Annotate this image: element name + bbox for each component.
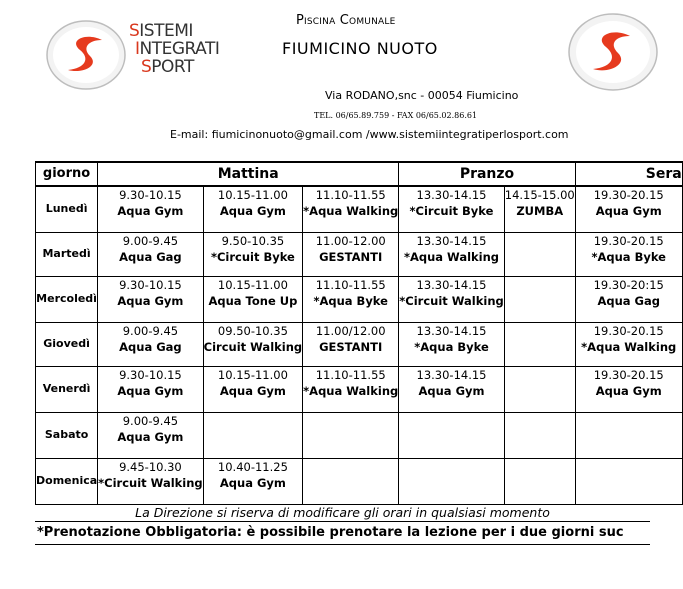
slot-time: 19.30-20.15	[593, 188, 664, 202]
slot-time: 14.15-15.00	[504, 188, 575, 202]
brand-wordmark	[129, 22, 219, 76]
table-row	[36, 232, 683, 276]
day-cell: Mercoledì	[36, 276, 98, 322]
slot-cell	[575, 366, 682, 412]
address: Via RODANO,snc - 00054 Fiumicino	[325, 89, 519, 102]
slot-cell	[399, 366, 505, 412]
slot-activity: Aqua Gym	[117, 429, 184, 444]
email-website: E-mail: fiumicinonuoto@gmail.com /www.sistemiintegratiperlosport.com	[170, 128, 569, 141]
schedule-table-wrap	[35, 161, 682, 546]
slot-activity: Aqua Gym	[418, 383, 485, 398]
header-giorno: giorno	[36, 162, 98, 186]
slot-cell	[303, 458, 399, 504]
phone-fax: TEL. 06/65.89.759 - FAX 06/65.02.86.61	[314, 111, 478, 120]
header-mattina: Mattina	[98, 162, 399, 186]
slot-activity: Aqua Gym	[117, 293, 184, 308]
slot-activity: *Aqua Byke	[414, 339, 489, 354]
logo-swoosh-icon	[46, 20, 126, 90]
slot-time: 10.15-11.00	[217, 367, 288, 382]
footer-note: La Direzione si riserva di modificare gli orari in qualsiasi momento	[35, 504, 650, 522]
sistemi-integrati-logo-right	[568, 12, 658, 96]
slot-cell	[203, 366, 303, 412]
table-row	[36, 276, 683, 322]
header-pranzo: Pranzo	[399, 162, 576, 186]
schedule-table	[35, 161, 683, 505]
slot-activity: Aqua Gym	[117, 204, 184, 218]
table-row	[36, 458, 683, 504]
slot-cell	[504, 276, 575, 322]
slot-cell	[399, 276, 505, 322]
slot-cell	[575, 412, 682, 458]
slot-cell	[303, 322, 399, 366]
day-cell: Martedì	[36, 232, 98, 276]
header-sera: Sera	[575, 162, 682, 186]
slot-time: 13.30-14.15	[416, 233, 487, 248]
slot-activity: Aqua Gym	[219, 383, 286, 398]
slot-activity: ZUMBA	[516, 204, 564, 218]
slot-cell	[575, 186, 682, 232]
slot-cell	[98, 186, 204, 232]
slot-activity: *Circuit Walking	[399, 293, 504, 308]
slot-cell	[98, 276, 204, 322]
slot-activity: Aqua Gym	[595, 383, 662, 398]
slot-time: 10.15-11.00	[217, 277, 288, 292]
slot-cell	[575, 276, 682, 322]
slot-time: 9.45-10.30	[119, 459, 182, 474]
slot-cell	[504, 366, 575, 412]
table-row	[36, 186, 683, 232]
slot-cell	[399, 186, 505, 232]
logo-swoosh-icon-right	[568, 12, 658, 92]
slot-time: 11.00-12.00	[315, 233, 386, 248]
slot-time: 9.50-10.35	[221, 233, 285, 248]
slot-activity: *Circuit Byke	[409, 204, 494, 218]
slot-cell	[399, 232, 505, 276]
slot-time: 11.10-11.55	[315, 277, 386, 292]
day-cell: Lunedì	[36, 186, 98, 232]
slot-cell	[203, 276, 303, 322]
day-cell: Domenica	[36, 458, 98, 504]
slot-time: 13.30-14.15	[416, 188, 487, 202]
slot-time: 13.30-14.15	[416, 367, 487, 382]
slot-activity: Aqua Gag	[119, 339, 182, 354]
slot-activity: Circuit Walking	[203, 339, 303, 354]
slot-activity: *Aqua Walking	[581, 339, 677, 354]
slot-cell	[399, 458, 505, 504]
slot-activity: GESTANTI	[319, 249, 383, 264]
slot-cell	[98, 458, 204, 504]
slot-cell	[504, 186, 575, 232]
slot-activity: *Circuit Walking	[98, 475, 203, 490]
slot-activity: Aqua Gym	[219, 475, 286, 490]
slot-cell	[504, 232, 575, 276]
slot-cell	[98, 412, 204, 458]
slot-cell	[303, 366, 399, 412]
header-kicker: Piscina Comunale	[296, 13, 396, 28]
day-cell: Sabato	[36, 412, 98, 458]
slot-activity: *Circuit Byke	[210, 249, 295, 264]
slot-time: 10.15-11.00	[217, 188, 288, 202]
table-row	[36, 366, 683, 412]
slot-cell	[203, 458, 303, 504]
slot-activity: Aqua Tone Up	[208, 293, 298, 308]
slot-cell	[504, 322, 575, 366]
slot-cell	[303, 232, 399, 276]
slot-time: 9.30-10.15	[119, 277, 182, 292]
slot-cell	[203, 232, 303, 276]
slot-time: 13.30-14.15	[416, 323, 487, 338]
slot-cell	[504, 458, 575, 504]
slot-cell	[575, 322, 682, 366]
slot-activity: *Aqua Byke	[313, 293, 388, 308]
brand-line-3: SPORT	[141, 57, 194, 77]
booking-notice: *Prenotazione Obbligatoria: è possibile prenotare la lezione per i due giorni suc	[35, 521, 650, 545]
table-row	[36, 412, 683, 458]
slot-time: 11.10-11.55	[315, 367, 386, 382]
slot-cell	[504, 412, 575, 458]
day-cell: Venerdì	[36, 366, 98, 412]
slot-cell	[303, 186, 399, 232]
slot-cell	[303, 412, 399, 458]
slot-time: 9.00-9.45	[122, 413, 179, 428]
slot-cell	[399, 322, 505, 366]
slot-time: 19.30-20.15	[593, 323, 664, 338]
brand-line-2: INTEGRATI	[135, 39, 220, 59]
slot-cell	[98, 322, 204, 366]
slot-cell	[303, 276, 399, 322]
slot-time: 19.30-20.15	[593, 367, 664, 382]
slot-activity: *Aqua Byke	[591, 249, 666, 264]
slot-activity: Aqua Gag	[597, 293, 660, 308]
slot-time: 09.50-10.35	[217, 323, 288, 338]
slot-time: 11.10-11.55	[315, 188, 386, 202]
page-title: FIUMICINO NUOTO	[282, 39, 438, 58]
brand-line-1: SISTEMI	[129, 21, 193, 41]
slot-cell	[203, 412, 303, 458]
slot-time: 19.30-20:15	[593, 277, 664, 292]
slot-activity: GESTANTI	[319, 339, 383, 354]
slot-activity: Aqua Gag	[119, 249, 182, 264]
slot-cell	[575, 458, 682, 504]
sistemi-integrati-logo-left	[46, 20, 126, 94]
slot-time: 9.00-9.45	[122, 233, 179, 248]
slot-cell	[203, 322, 303, 366]
slot-activity: *Aqua Walking	[303, 204, 399, 218]
slot-cell	[203, 186, 303, 232]
slot-activity: *Aqua Walking	[303, 383, 399, 398]
slot-activity: Aqua Gym	[117, 383, 184, 398]
slot-time: 10.40-11.25	[217, 459, 288, 474]
slot-time: 9.30-10.15	[119, 367, 182, 382]
slot-cell	[98, 366, 204, 412]
day-cell: Giovedì	[36, 322, 98, 366]
slot-time: 9.00-9.45	[122, 323, 179, 338]
slot-activity: Aqua Gym	[219, 204, 286, 218]
slot-time: 11.00/12.00	[315, 323, 386, 338]
slot-activity: *Aqua Walking	[403, 249, 500, 264]
slot-time: 13.30-14.15	[416, 277, 487, 292]
slot-time: 9.30-10.15	[119, 188, 182, 202]
slot-cell	[575, 232, 682, 276]
slot-activity: Aqua Gym	[595, 204, 662, 218]
slot-cell	[98, 232, 204, 276]
slot-time: 19.30-20.15	[593, 233, 664, 248]
slot-cell	[399, 412, 505, 458]
table-row	[36, 322, 683, 366]
